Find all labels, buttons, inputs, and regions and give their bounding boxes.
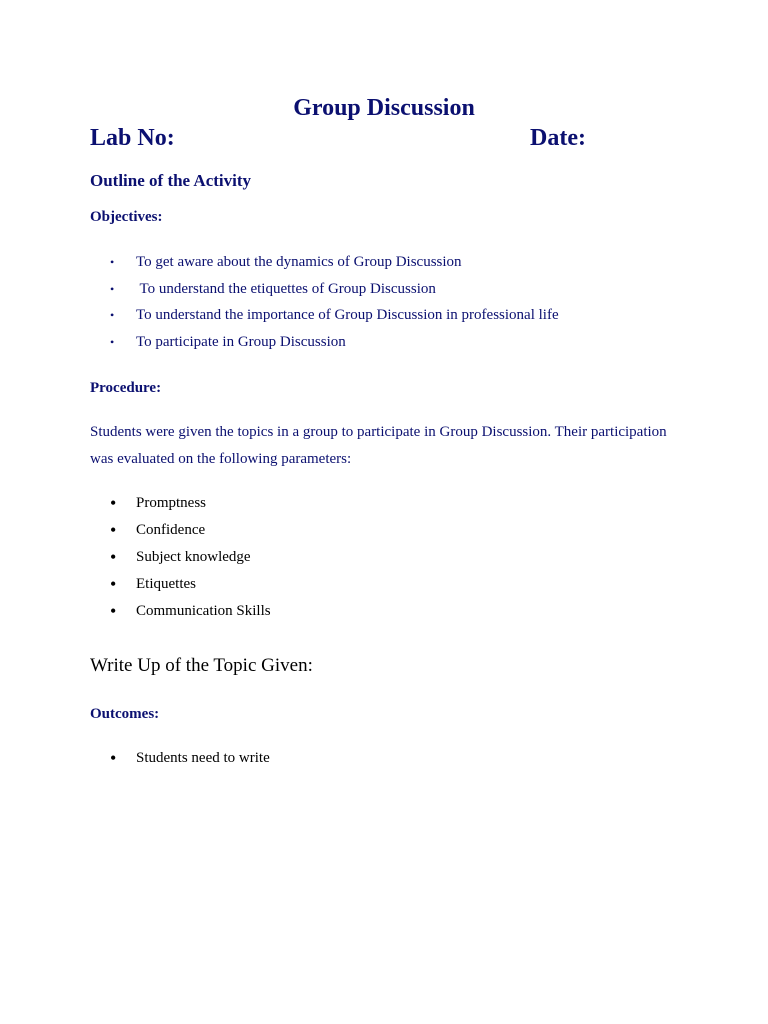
list-item: • To understand the importance of Group Discussion in professional life: [90, 302, 559, 329]
list-item: • To understand the etiquettes of Group Discussion: [90, 276, 559, 303]
list-item: • Students need to write: [90, 745, 270, 772]
bullet-icon: •: [110, 601, 117, 621]
procedure-heading: Procedure:: [90, 380, 162, 396]
list-item: • Promptness: [90, 490, 271, 517]
procedure-paragraph: [90, 419, 667, 473]
bullet-icon: •: [110, 334, 115, 349]
bullet-icon: •: [110, 255, 115, 269]
list-item: • Subject knowledge: [90, 544, 271, 571]
procedure-paragraph-line: Students were given the topics in a group to participate in Group Discussion. Their participation: [90, 424, 667, 440]
objectives-list: [90, 249, 559, 355]
writeup-heading: Write Up of the Topic Given:: [90, 655, 313, 676]
outcomes-list: [90, 745, 270, 772]
bullet-icon: •: [110, 281, 115, 296]
list-item: • To participate in Group Discussion: [90, 329, 559, 356]
bullet-icon: •: [110, 520, 117, 540]
date-label: Date:: [530, 125, 586, 151]
list-item: • To get aware about the dynamics of Group Discussion: [90, 249, 559, 276]
list-item: • Confidence: [90, 517, 271, 544]
lab-number-label: Lab No:: [90, 125, 175, 151]
document-title: Group Discussion: [293, 95, 475, 121]
list-item: • Etiquettes: [90, 571, 271, 598]
bullet-icon: •: [110, 748, 117, 768]
outline-heading: Outline of the Activity: [90, 171, 252, 190]
bullet-icon: •: [110, 493, 117, 513]
list-item: • Communication Skills: [90, 598, 271, 625]
bullet-icon: •: [110, 547, 117, 567]
bullet-icon: •: [110, 574, 117, 594]
bullet-icon: •: [110, 308, 115, 322]
objectives-heading: Objectives:: [90, 209, 163, 225]
procedure-paragraph-line: was evaluated on the following parameters:: [90, 451, 352, 467]
parameters-list: [90, 490, 271, 625]
outcomes-heading: Outcomes:: [90, 706, 160, 722]
